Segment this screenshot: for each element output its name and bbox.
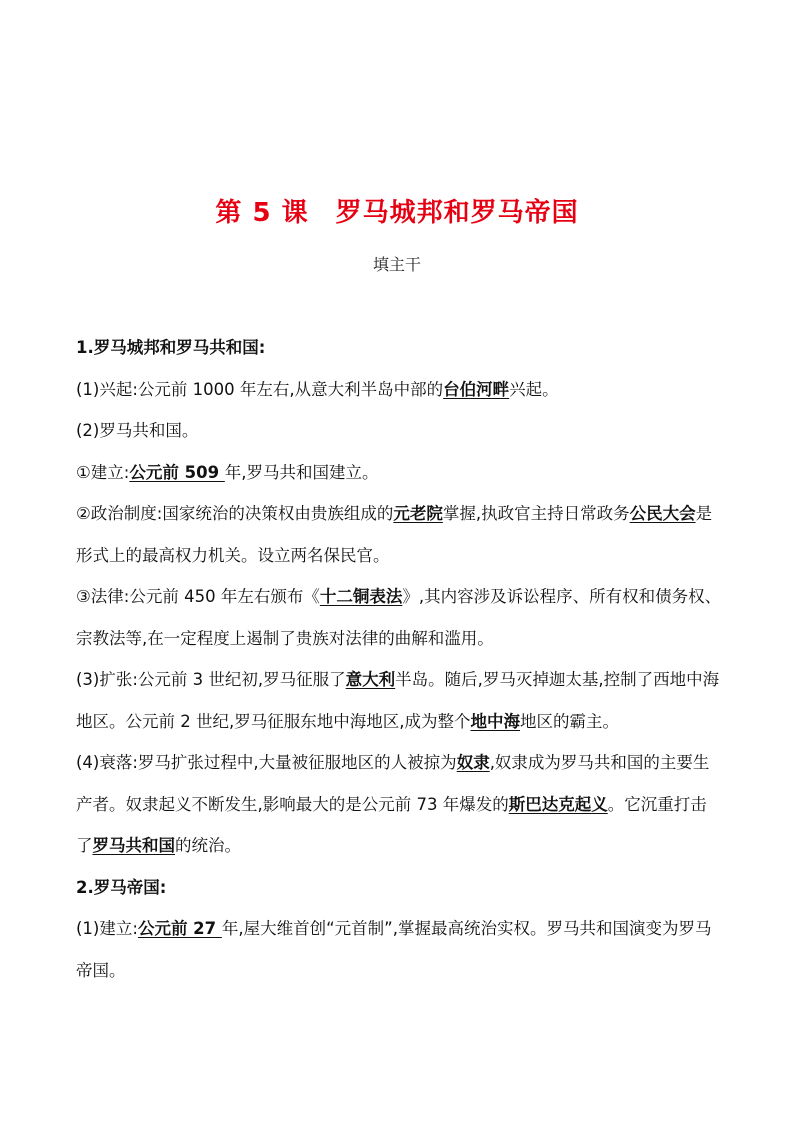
text: (4)衰落:罗马扩张过程中,大量被征服地区的人被掠为 xyxy=(76,753,457,772)
paragraph-decline xyxy=(76,742,722,867)
paragraph-expansion xyxy=(76,659,722,742)
answer: 罗马共和国 xyxy=(92,836,175,855)
text: 半岛。随后,罗马灭掉迦太基,控制了西地中海地区。公元前 2 世纪,罗马征服东地中海地区,成为整个 xyxy=(76,670,720,731)
text: 年,罗马共和国建立。 xyxy=(224,462,379,482)
paragraph-law xyxy=(76,576,722,659)
answer: 公元前 509 xyxy=(129,462,225,482)
paragraph-politics xyxy=(76,493,722,576)
section-heading-republic: 1.罗马城邦和罗马共和国: xyxy=(76,338,266,357)
text: 》,其内容涉及诉讼程序、所有权和债务权、宗教法等,在一定程度上遏制了贵族对法律的曲解和滥用。 xyxy=(76,587,722,648)
text: ③法律:公元前 450 年左右颁布《 xyxy=(76,587,320,606)
text: 。它沉重打击了 xyxy=(76,794,707,855)
text: ,奴隶成为罗马共和国的主要生产者。奴隶起义不断发生,影响最大的是公元前 73 年爆发的 xyxy=(76,753,710,814)
answer: 斯巴达克起义 xyxy=(508,794,608,814)
lesson-content xyxy=(76,327,722,991)
answer: 元老院 xyxy=(393,504,443,523)
page-title: 第 5 课 罗马城邦和罗马帝国 xyxy=(215,198,579,228)
text: 掌握,执政官主持日常政务 xyxy=(442,504,630,523)
answer: 地中海 xyxy=(470,711,520,731)
answer: 公元前 27 xyxy=(137,919,222,938)
text: 地区的霸主。 xyxy=(519,711,619,731)
text: 是形式上的最高权力机关。设立两名保民官。 xyxy=(76,504,713,565)
answer: 奴隶 xyxy=(456,753,490,772)
paragraph-republic-label: (2)罗马共和国。 xyxy=(76,421,199,440)
paragraph-rise xyxy=(76,369,722,411)
page-subtitle: 填主干 xyxy=(372,255,421,274)
answer: 台伯河畔 xyxy=(443,379,510,399)
text: ①建立: xyxy=(76,462,130,482)
text: 兴起。 xyxy=(509,379,559,399)
text: ②政治制度:国家统治的决策权由贵族组成的 xyxy=(76,504,394,523)
text: 年,屋大维首创“元首制”,掌握最高统治实权。罗马共和国演变为罗马帝国。 xyxy=(76,919,712,980)
text: (1)建立: xyxy=(76,919,138,938)
paragraph-empire-founding xyxy=(76,908,722,991)
answer: 十二铜表法 xyxy=(319,587,403,606)
answer: 公民大会 xyxy=(629,504,696,523)
answer: 意大利 xyxy=(345,670,396,689)
section-heading-empire: 2.罗马帝国: xyxy=(76,877,167,897)
text: (1)兴起:公元前 1000 年左右,从意大利半岛中部的 xyxy=(76,379,444,399)
text: 的统治。 xyxy=(175,836,241,855)
paragraph-founding xyxy=(76,452,722,494)
text: (3)扩张:公元前 3 世纪初,罗马征服了 xyxy=(76,670,346,689)
